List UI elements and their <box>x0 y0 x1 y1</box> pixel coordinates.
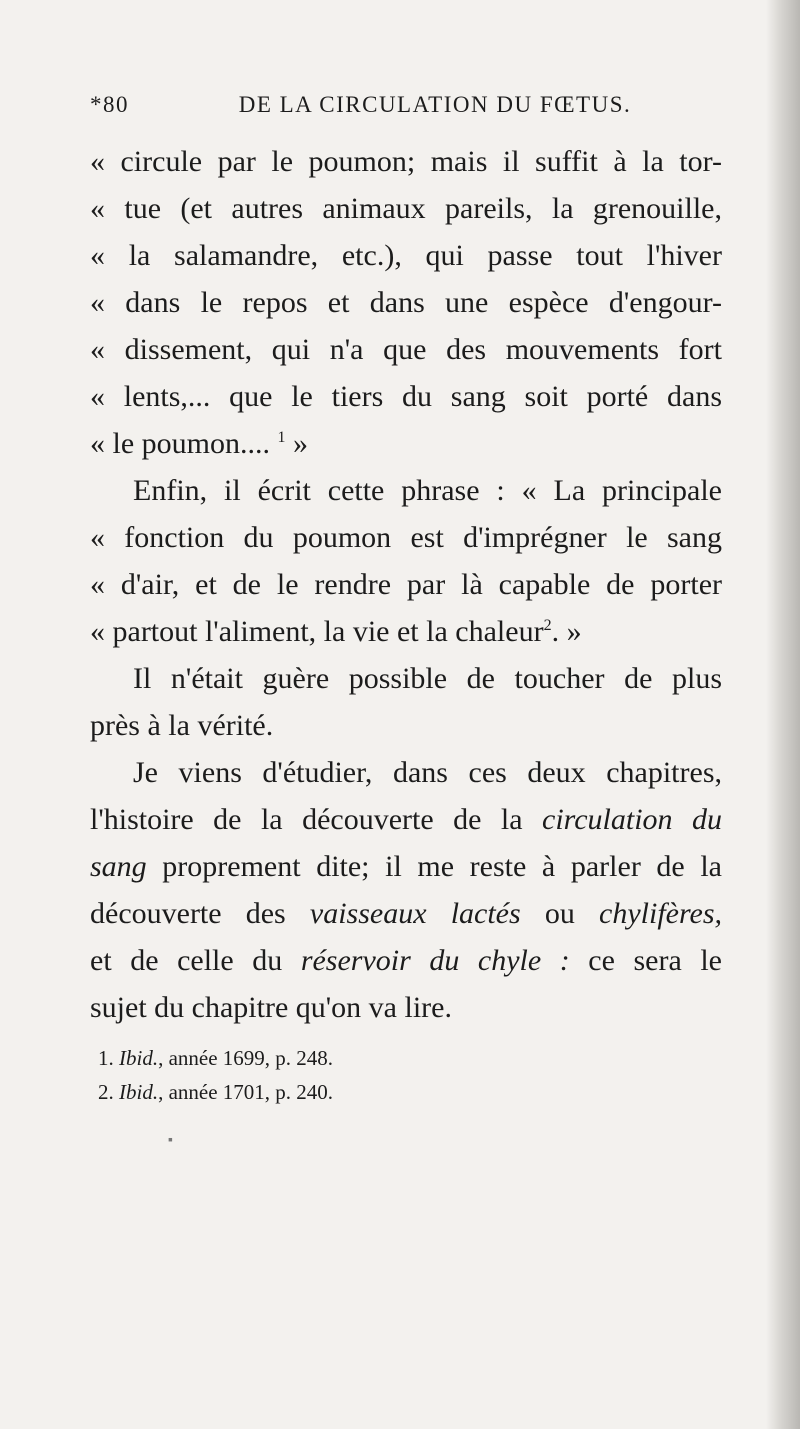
footnotes <box>90 1041 722 1109</box>
text-line <box>90 937 722 984</box>
footnote-text: , année 1701, p. 240. <box>158 1080 334 1104</box>
italic-term: vaisseaux lactés <box>309 897 521 930</box>
footnote-number: 2. <box>98 1080 114 1104</box>
text-line: Il n'était guère possible de toucher de plus <box>133 662 722 695</box>
text-fragment: proprement dite; il me reste à parler de la <box>146 850 722 883</box>
text-line: « fonction du poumon est d'imprégner le sang <box>90 521 722 554</box>
footnote-2 <box>90 1075 722 1109</box>
text-fragment: l'histoire de la découverte de la <box>90 803 542 836</box>
footnote-source: Ibid. <box>119 1046 159 1070</box>
text-fragment: et de celle du <box>90 944 301 977</box>
text-fragment: « partout l'aliment, la vie et la chaleur <box>90 615 544 648</box>
text-line <box>90 796 722 843</box>
text-line: Enfin, il écrit cette phrase : « La principale <box>133 474 722 507</box>
text-line: « la salamandre, etc.), qui passe tout l'hiver <box>90 239 722 272</box>
italic-term: sang <box>90 850 147 883</box>
text-fragment: » <box>285 427 308 460</box>
text-fragment: . » <box>551 615 582 648</box>
text-fragment: découverte des <box>90 897 310 930</box>
text-line <box>90 890 722 937</box>
text-line <box>90 608 722 655</box>
text-line: « d'air, et de le rendre par là capable de porter <box>90 568 722 601</box>
text-line: « tue (et autres animaux pareils, la grenouille, <box>90 192 722 225</box>
text-fragment: « le poumon.... <box>90 427 278 460</box>
text-line: sujet du chapitre qu'on va lire. <box>90 991 452 1024</box>
footnote-text: , année 1699, p. 248. <box>158 1046 334 1070</box>
text-line: « dissement, qui n'a que des mouvements fort <box>90 333 722 366</box>
footnote-number: 1. <box>98 1046 114 1070</box>
text-line: « lents,... que le tiers du sang soit porté dans <box>90 380 722 413</box>
italic-term: chylifères, <box>599 897 723 930</box>
text-line: « circule par le poumon; mais il suffit à la tor- <box>90 145 722 178</box>
italic-term: réservoir du chyle : <box>300 944 570 977</box>
text-line <box>90 843 722 890</box>
italic-term: circulation du <box>542 803 722 836</box>
footnote-1 <box>90 1041 722 1075</box>
text-fragment: ce sera le <box>569 944 722 977</box>
text-line: « dans le repos et dans une espèce d'engour- <box>90 286 722 319</box>
page-edge-shadow <box>766 0 800 1429</box>
footnote-ref-2: 2 <box>543 617 552 634</box>
footnote-ref-1: 1 <box>277 429 286 446</box>
ink-speck: ▪ <box>168 1133 173 1148</box>
running-title: DE LA CIRCULATION DU FŒTUS. <box>238 92 632 117</box>
text-line: Je viens d'étudier, dans ces deux chapitres, <box>133 756 722 789</box>
text-line <box>90 420 722 467</box>
page-number: *80 <box>90 92 129 117</box>
page-header <box>90 92 720 126</box>
text-line: près à la vérité. <box>90 709 274 742</box>
body-text <box>90 138 722 1109</box>
text-fragment: ou <box>520 897 600 930</box>
footnote-source: Ibid. <box>119 1080 159 1104</box>
